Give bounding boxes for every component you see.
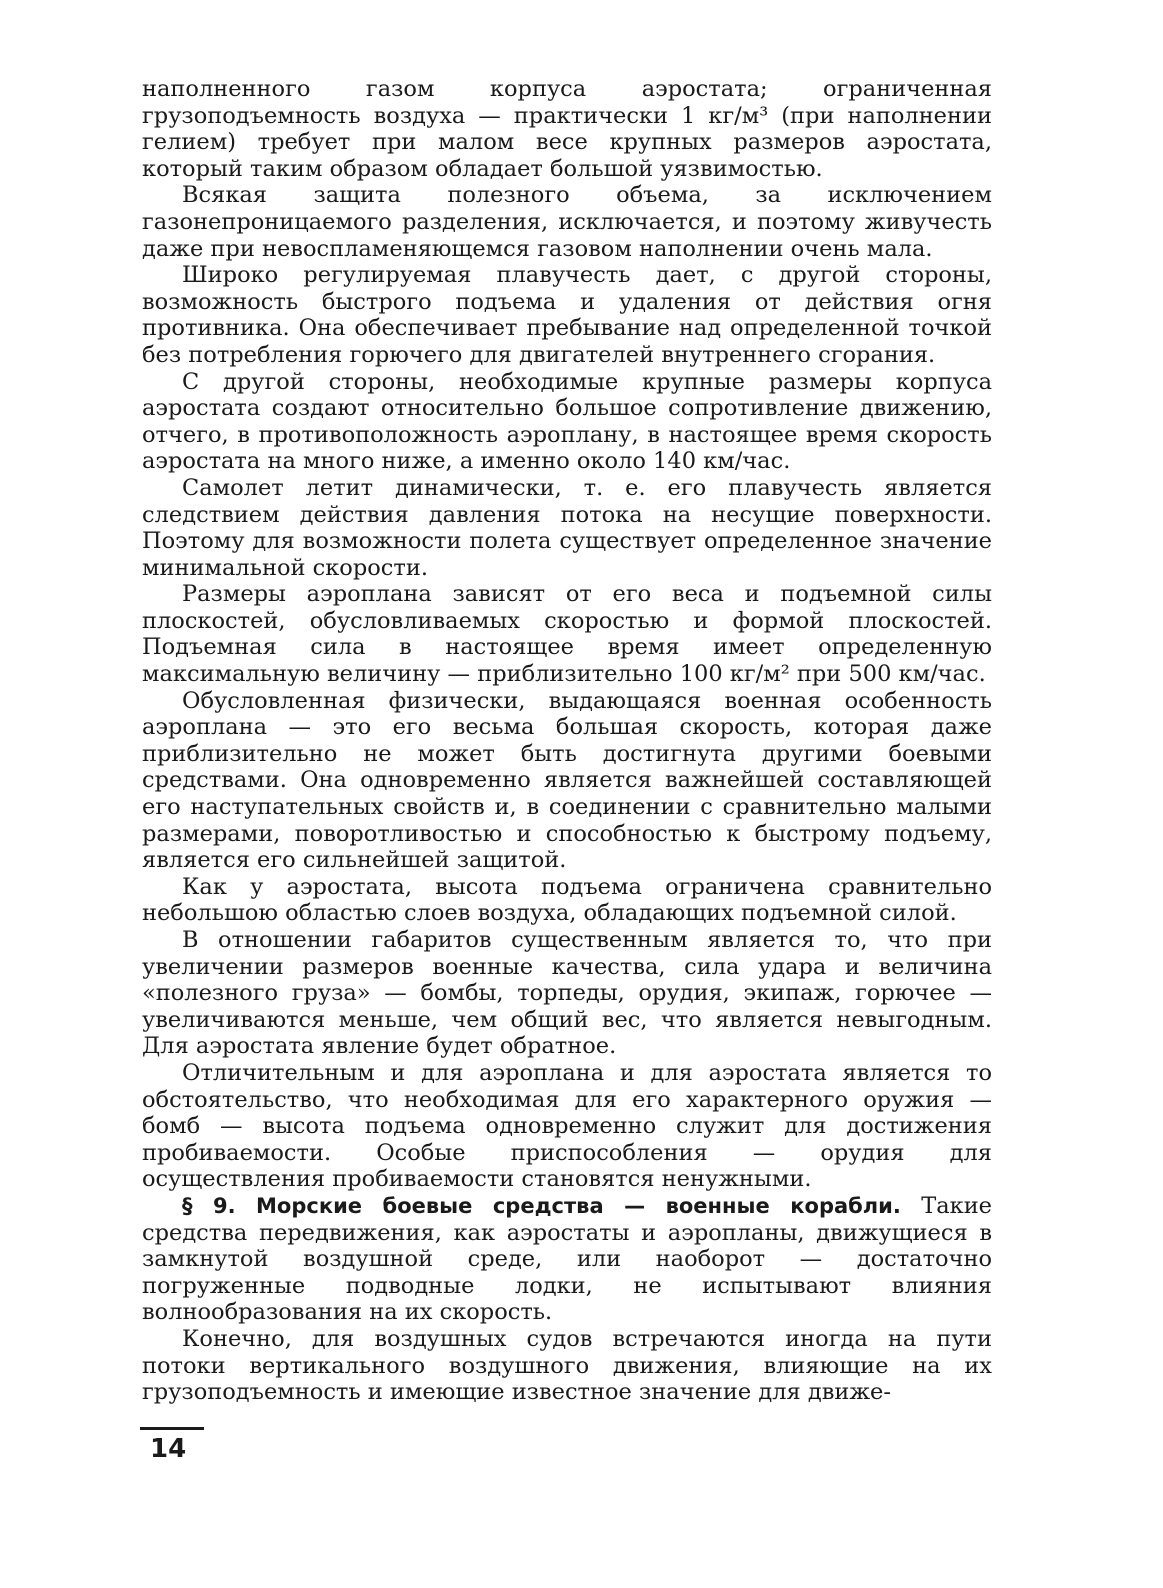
paragraph-6: Размеры аэроплана зависят от его веса и подъемной силы плоскостей, обусловливаемых скоростью и формой плоскостей. Подъемная сила в настоящее время имеет определенную максимальную величину — приблизительно 100 кг/м² при 500 км/час. [142,581,992,688]
section-paragraph [142,1193,992,1326]
paragraph-1: наполненного газом корпуса аэростата; ограниченная грузоподъемность воздуха — практически 1 кг/м³ (при наполнении гелием) требует при малом весе крупных размеров аэростата, который таким образом обладает большой уязвимостью. [142,76,992,182]
paragraph-last: Конечно, для воздушных судов встречаются иногда на пути потоки вертикального воздушного движения, влияющие на их грузоподъемность и имеющие известное значение для движе- [142,1325,992,1406]
paragraph-9: В отношении габаритов существенным является то, что при увеличении размеров военные качества, сила удара и величина «полезного груза» — бомбы, торпеды, орудия, экипаж, горючее — увеличиваются меньше, чем общий вес, что является невыгодным. Для аэростата явление будет обратное. [142,927,992,1060]
section-text: Такие средства передвижения, как аэростаты и аэропланы, движущиеся в замкнутой воздушной среде, или наоборот — достаточно погруженные подводные лодки, не испытывают влияния волнообразования на их скорость. [142,1192,993,1326]
page-body [142,76,992,1406]
paragraph-10: Отличительным и для аэроплана и для аэростата является то обстоятельство, что необходимая для его характерного оружия — бомб — высота подъема одновременно служит для достижения пробиваемости. Особые приспособления — орудия для осуществления пробиваемости становятся ненужными. [142,1059,992,1193]
paragraph-3: Широко регулируемая плавучесть дает, с другой стороны, возможность быстрого подъема и удаления от действия огня противника. Она обеспечивает пребывание над определенной точкой без потребления горючего для двигателей внутреннего сгорания. [142,262,992,368]
paragraph-5: Самолет летит динамически, т. е. его плавучесть является следствием действия давления потока на несущие поверхности. Поэтому для возможности полета существует определенное значение минимальной скорости. [142,474,992,581]
paragraph-7: Обусловленная физически, выдающаяся военная особенность аэроплана — это его весьма большая скорость, которая даже приблизительно не может быть достигнута другими боевыми средствами. Она одновременно является важнейшей составляющей его наступательных свойств и, в соединении с сравнительно малыми размерами, поворотливостью и способностью к быстрому подъему, является его сильнейшей защитой. [142,687,992,874]
section-heading: § 9. Морские боевые средства — военные корабли. [182,1193,901,1218]
page-number: 14 [150,1434,187,1464]
footer-rule [140,1427,204,1430]
paragraph-2: Всякая защита полезного объема, за исключением газонепроницаемого разделения, исключается, и поэтому живучесть даже при невоспламеняющемся газовом наполнении очень мала. [142,182,992,262]
paragraph-8: Как у аэростата, высота подъема ограничена сравнительно небольшою областью слоев воздуха, обладающих подъемной силой. [142,873,992,927]
paragraph-4: С другой стороны, необходимые крупные размеры корпуса аэростата создают относительно большое сопротивление движению, отчего, в противоположность аэроплану, в настоящее время скорость аэростата на много ниже, а именно около 140 км/час. [142,368,992,475]
